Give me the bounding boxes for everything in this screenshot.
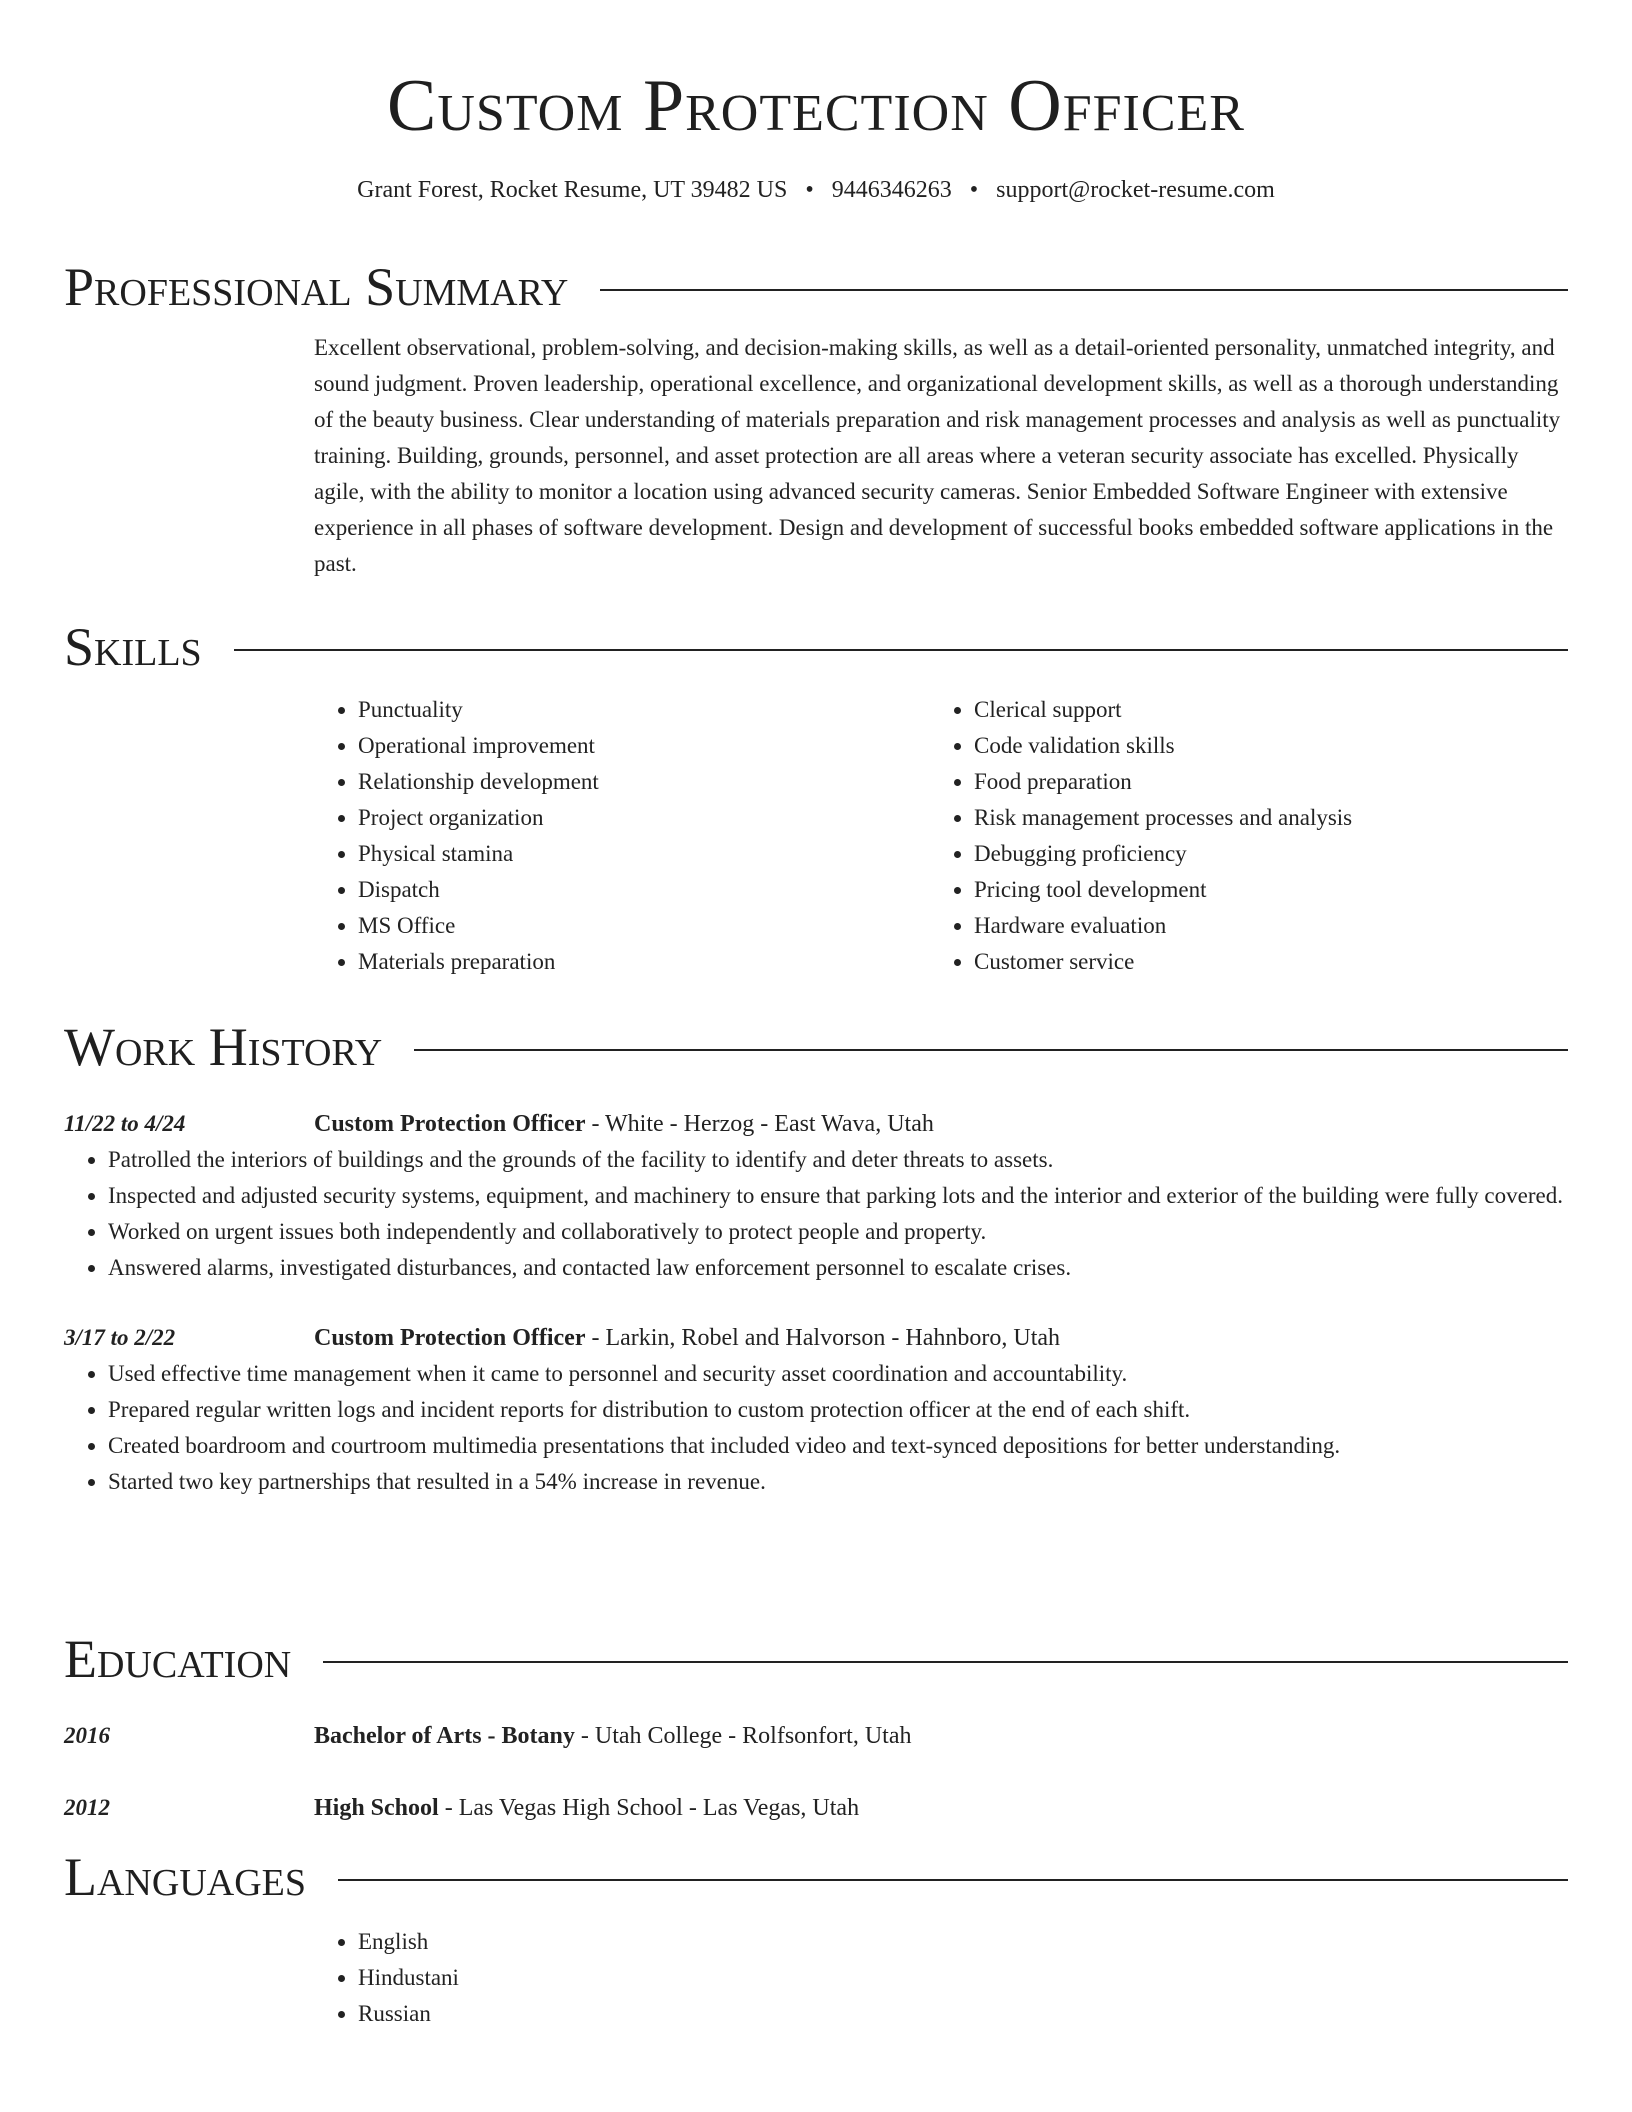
job-bullets (64, 1356, 1568, 1500)
job-employer: - Larkin, Robel and Halvorson - Hahnboro, Utah (585, 1325, 1061, 1351)
job-bullet: • Prepared regular written logs and incident reports for distribution to custom protection officer at the end of each shift. (108, 1392, 1568, 1428)
section-header (64, 1842, 1568, 1912)
job-bullet: • Answered alarms, investigated disturbances, and contacted law enforcement personnel to escalate crises. (108, 1250, 1568, 1286)
job-entry (64, 1320, 1568, 1500)
skill-item: • Relationship development (358, 764, 930, 800)
skill-item: • Code validation skills (974, 728, 1546, 764)
job-bullets (64, 1142, 1568, 1286)
skill-item: • Pricing tool development (974, 872, 1546, 908)
education-school: - Utah College - Rolfsonfort, Utah (574, 1723, 912, 1749)
job-entry (64, 1106, 1568, 1286)
job-dates: 3/17 to 2/22 (64, 1325, 176, 1350)
skill-item: • Debugging proficiency (974, 836, 1546, 872)
email: support@rocket-resume.com (996, 177, 1275, 203)
summary-section (64, 252, 1568, 582)
language-item: • English (358, 1924, 1568, 1960)
skill-item: • Materials preparation (358, 944, 930, 980)
section-title: Education (64, 1629, 292, 1689)
skill-item: • Food preparation (974, 764, 1546, 800)
job-position: Custom Protection Officer (314, 1111, 586, 1137)
education-heading (314, 1718, 1568, 1754)
section-divider (338, 1879, 1568, 1881)
section-title: Work History (64, 1017, 383, 1077)
skill-item: • Hardware evaluation (974, 908, 1546, 944)
job-bullet: • Worked on urgent issues both independently and collaboratively to protect people and property. (108, 1214, 1568, 1250)
education-degree: Bachelor of Arts - Botany (314, 1723, 575, 1749)
education-heading (314, 1790, 1568, 1826)
job-heading (314, 1320, 1568, 1356)
section-title: Languages (64, 1847, 306, 1907)
skill-item: • MS Office (358, 908, 930, 944)
skills-list-right (930, 692, 1546, 980)
skill-item: • Operational improvement (358, 728, 930, 764)
job-dates: 11/22 to 4/24 (64, 1111, 186, 1136)
separator: • (969, 177, 979, 203)
job-bullet: • Inspected and adjusted security systems, equipment, and machinery to ensure that parking lots and the interior and exterior of the building were fully covered. (108, 1178, 1568, 1214)
summary-text: Excellent observational, problem-solving, and decision-making skills, as well as a detail-oriented personality, unmatched integrity, and sound judgment. Proven leadership, operational excellence, and organizational development skills, as well as a thorough understanding of the beauty business. Clear understanding of materials preparation and risk management processes and analysis as well as punctuality training. Building, grounds, personnel, and asset protection are all areas where a veteran security associate has excelled. Physically agile, with the ability to monitor a location using advanced security cameras. Senior Embedded Software Engineer with extensive experience in all phases of software development. Design and development of successful books embedded software applications in the past. (314, 335, 1561, 576)
language-item: • Hindustani (358, 1960, 1568, 1996)
job-bullet: • Patrolled the interiors of buildings and the grounds of the facility to identify and deter threats to assets. (108, 1142, 1568, 1178)
resume-header (0, 0, 1632, 206)
job-bullet: • Used effective time management when it came to personnel and security asset coordination and accountability. (108, 1356, 1568, 1392)
phone: 9446346263 (831, 177, 952, 203)
section-title: Professional Summary (64, 257, 569, 317)
section-header (64, 612, 1568, 682)
skill-item: • Punctuality (358, 692, 930, 728)
job-bullet: • Created boardroom and courtroom multimedia presentations that included video and text-synced depositions for better understanding. (108, 1428, 1568, 1464)
section-header (64, 1012, 1568, 1082)
education-section (64, 1624, 1568, 1826)
languages-section (64, 1842, 1568, 2032)
skill-item: • Physical stamina (358, 836, 930, 872)
languages-list (314, 1924, 1568, 2032)
education-entry (64, 1790, 1568, 1826)
section-header (64, 1624, 1568, 1694)
candidate-title: Custom Protection Officer (387, 65, 1245, 147)
work-history-section (64, 1012, 1568, 1500)
education-year: 2016 (64, 1723, 110, 1748)
section-divider (234, 649, 1568, 651)
education-school: - Las Vegas High School - Las Vegas, Utah (438, 1795, 860, 1821)
job-bullet: • Started two key partnerships that resulted in a 54% increase in revenue. (108, 1464, 1568, 1500)
education-degree: High School (314, 1795, 439, 1821)
section-divider (323, 1661, 1568, 1663)
skills-section (64, 612, 1568, 980)
language-item: • Russian (358, 1996, 1568, 2032)
skills-list-left (314, 692, 930, 980)
separator: • (805, 177, 814, 203)
section-header (64, 252, 1568, 322)
education-entry (64, 1718, 1568, 1754)
skill-item: • Customer service (974, 944, 1546, 980)
address: Grant Forest, Rocket Resume, UT 39482 US (357, 177, 788, 203)
job-heading (314, 1106, 1568, 1142)
section-title: Skills (64, 617, 202, 677)
job-position: Custom Protection Officer (314, 1325, 586, 1351)
skill-item: • Clerical support (974, 692, 1546, 728)
section-divider (600, 289, 1568, 291)
job-employer: - White - Herzog - East Wava, Utah (585, 1111, 934, 1137)
skill-item: • Dispatch (358, 872, 930, 908)
education-year: 2012 (64, 1795, 110, 1820)
skill-item: • Project organization (358, 800, 930, 836)
section-divider (414, 1049, 1568, 1051)
skill-item: • Risk management processes and analysis (974, 800, 1546, 836)
contact-line (0, 174, 1632, 206)
